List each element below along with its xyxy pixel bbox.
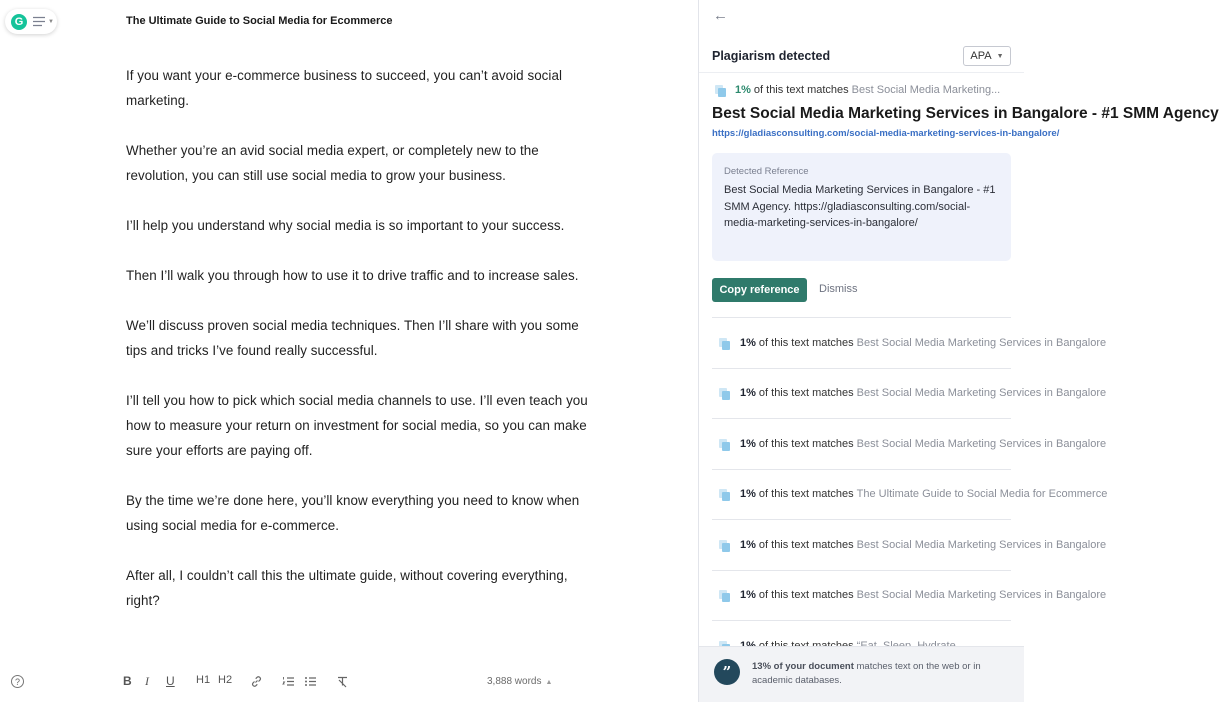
clear-formatting-icon[interactable] [336,675,349,691]
active-match-summary: 1% of this text matches Best Social Media Marketing... [712,83,1000,97]
hamburger-menu-icon[interactable]: ▼ [32,16,54,27]
help-icon[interactable]: ? [11,675,24,688]
underline-button[interactable]: U [166,674,175,688]
document-copy-icon [716,386,730,400]
heading2-button[interactable]: H2 [218,674,233,686]
paragraph[interactable]: We’ll discuss proven social media techniques. Then I’ll share with you some tips and tricks I’ve found really successful. [126,318,579,358]
document-copy-icon [716,437,730,451]
match-list [712,318,1108,646]
reference-label: Detected Reference [724,166,809,177]
citation-style-select[interactable]: APA ▼ [963,46,1011,66]
paragraph[interactable]: After all, I couldn’t call this the ultimate guide, without covering everything, right? [126,568,568,608]
grammarly-badge[interactable] [5,9,57,34]
quote-icon: ” [714,659,740,685]
formatting-toolbar [0,670,698,694]
summary-footer [699,646,1024,702]
plagiarism-panel [698,0,1219,702]
bold-button[interactable]: B [123,674,132,688]
back-arrow-icon[interactable]: ← [713,7,728,24]
document-copy-icon [716,538,730,552]
heading1-button[interactable]: H1 [196,674,211,686]
document-copy-icon [712,83,726,97]
word-count[interactable]: 3,888 words ▲ [487,676,553,687]
grammarly-logo-icon: G [11,14,27,30]
match-item[interactable]: 1% of this text matches Best Social Media Marketing Services in Bangalore [712,318,1011,369]
paragraph[interactable]: Then I’ll walk you through how to use it to drive traffic and to increase sales. [126,268,579,283]
bullet-list-icon[interactable] [304,675,317,691]
chevron-down-icon: ▼ [996,52,1004,60]
match-item[interactable]: 1% of this text matches Best Social Media Marketing Services in Bangalore [712,520,1011,571]
paragraph[interactable]: I’ll help you understand why social media is so important to your success. [126,218,565,233]
summary-text: 13% of your document matches text on the web or in academic databases. [752,661,981,686]
source-url-link[interactable]: https://gladiasconsulting.com/social-media-marketing-services-in-bangalore/ [712,128,1060,139]
paragraph[interactable]: If you want your e-commerce business to succeed, you can’t avoid social marketing. [126,68,562,108]
match-item[interactable]: 1% of this text matches Best Social Media Marketing Services in Bangalore [712,369,1011,420]
source-title: Best Social Media Marketing Services in Bangalore - #1 SMM Agency [712,105,1219,122]
reference-text: Best Social Media Marketing Services in Bangalore - #1 SMM Agency. https://gladiasconsulting.com/social-media-marketing-services-in-bangalore/ [724,184,996,229]
link-icon[interactable] [250,675,263,691]
match-item[interactable]: 1% of this text matches Best Social Media Marketing Services in Bangalore [712,419,1011,470]
detected-reference-box [712,153,1011,261]
document-copy-icon [716,487,730,501]
document-body[interactable] [126,63,594,638]
panel-title: Plagiarism detected [712,49,831,63]
paragraph[interactable]: Whether you’re an avid social media expert, or completely new to the revolution, you can still use social media to grow your business. [126,143,539,183]
document-copy-icon [716,588,730,602]
match-item[interactable]: 1% of this text matches Best Social Media Marketing Services in Bangalore [712,571,1011,622]
copy-reference-button[interactable]: Copy reference [712,278,807,302]
match-item[interactable]: 1% of this text matches The Ultimate Guide to Social Media for Ecommerce [712,470,1011,521]
paragraph[interactable]: By the time we’re done here, you’ll know everything you need to know when using social media for e-commerce. [126,493,580,533]
dismiss-button[interactable]: Dismiss [819,283,858,295]
paragraph[interactable]: I’ll tell you how to pick which social media channels to use. I’ll even teach you how to measure your return on investment for social media, so you can make sure your efforts are paying off. [126,393,588,458]
document-title[interactable]: The Ultimate Guide to Social Media for Ecommerce [126,15,393,27]
numbered-list-icon[interactable] [282,675,295,691]
italic-button[interactable]: I [145,674,149,688]
caret-up-icon: ▲ [545,679,553,686]
document-copy-icon [716,336,730,350]
divider [699,72,1024,73]
